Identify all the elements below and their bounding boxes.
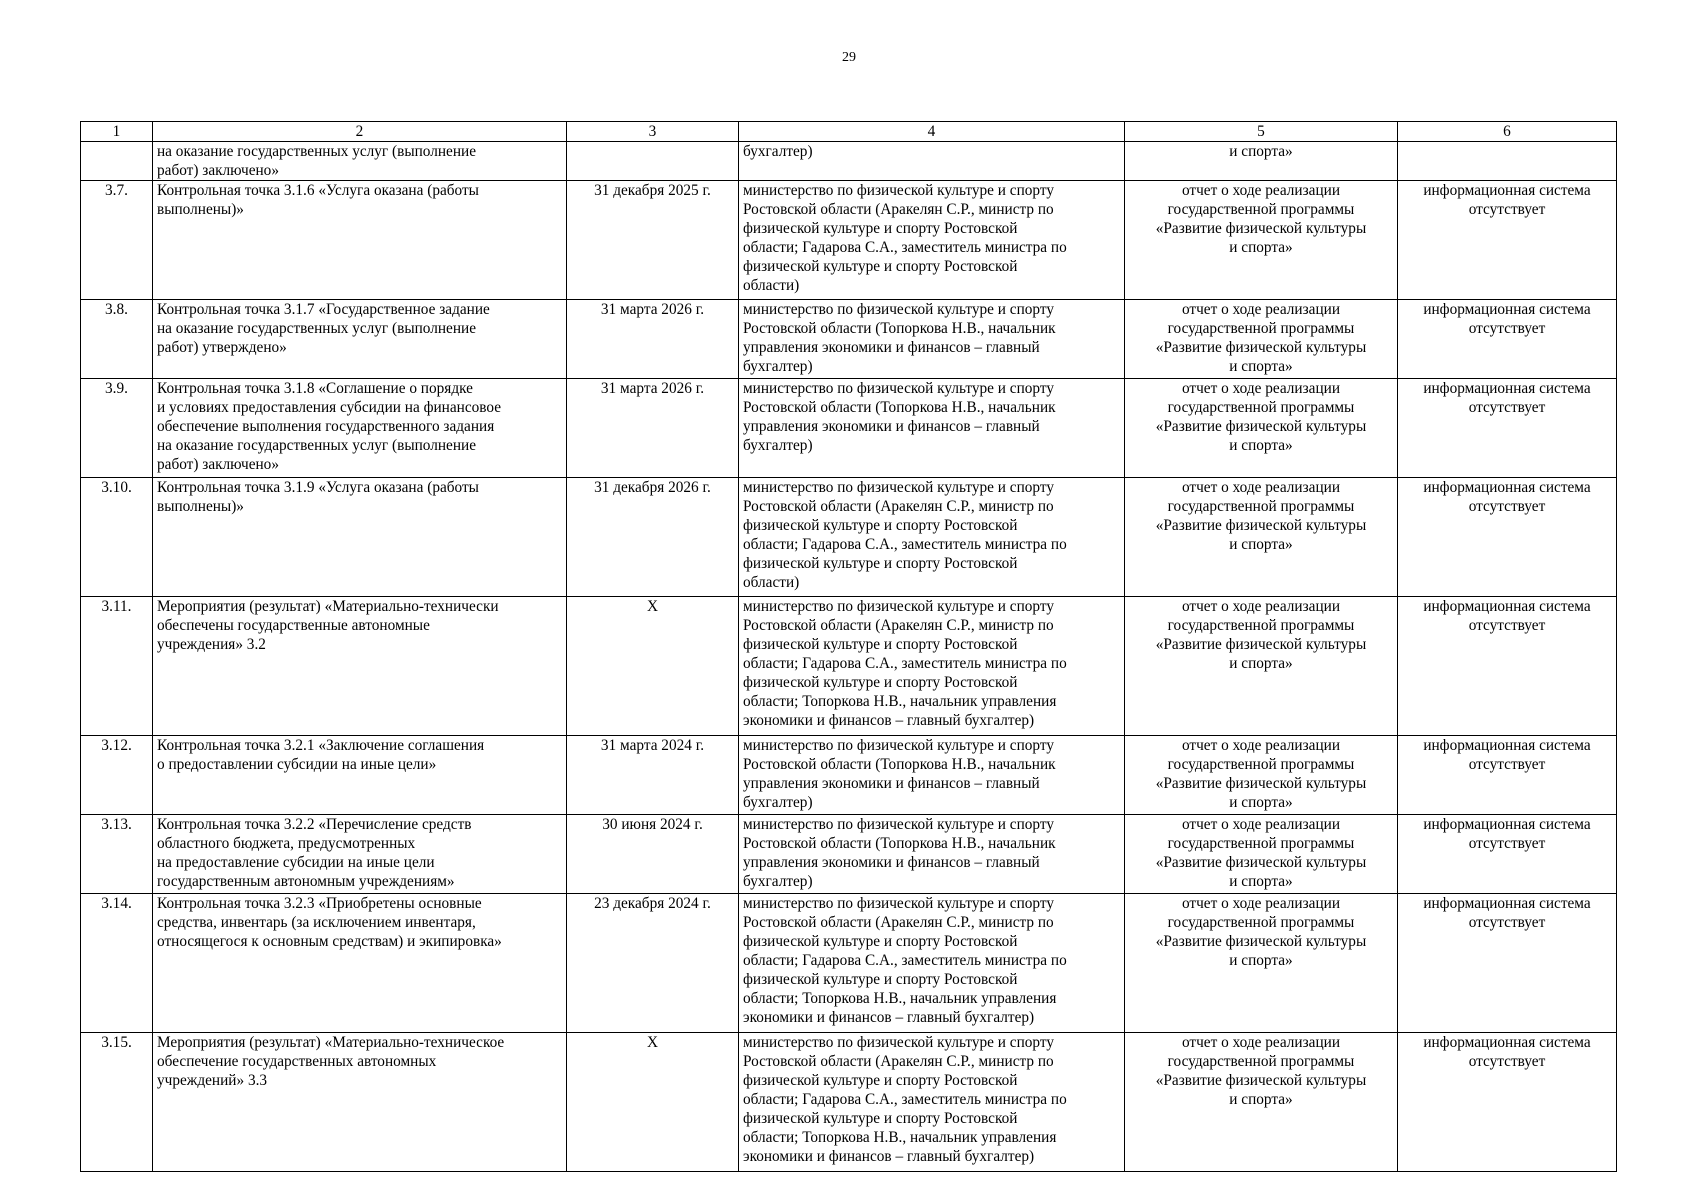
row-document-cell: отчет о ходе реализации государственной программы «Развитие физической культуры и спорта» (1125, 1033, 1398, 1172)
row-number-cell (81, 142, 153, 181)
page-number: 29 (842, 50, 856, 65)
row-responsible-cell: бухгалтер) (739, 142, 1125, 181)
row-system-cell: информационная система отсутствует (1398, 300, 1617, 379)
row-responsible-cell: министерство по физической культуре и спорту Ростовской области (Топоркова Н.В., начальник управления экономики и финансов – главный бухгалтер) (739, 736, 1125, 815)
row-system-cell (1398, 142, 1617, 181)
row-name-cell: Контрольная точка 3.2.3 «Приобретены основные средства, инвентарь (за исключением инвентаря, относящегося к основным средствам) и экипировка» (153, 894, 567, 1033)
row-system-cell: информационная система отсутствует (1398, 894, 1617, 1033)
row-number-cell: 3.12. (81, 736, 153, 815)
header-cell-2: 2 (153, 122, 567, 142)
table-row (81, 815, 1617, 894)
row-date-cell: 30 июня 2024 г. (567, 815, 739, 894)
row-document-cell: отчет о ходе реализации государственной программы «Развитие физической культуры и спорта» (1125, 181, 1398, 300)
row-date-cell: 31 марта 2026 г. (567, 379, 739, 478)
row-responsible-cell: министерство по физической культуре и спорту Ростовской области (Топоркова Н.В., начальник управления экономики и финансов – главный бухгалтер) (739, 815, 1125, 894)
row-document-cell: отчет о ходе реализации государственной программы «Развитие физической культуры и спорта» (1125, 300, 1398, 379)
row-date-cell: Х (567, 1033, 739, 1172)
row-name-cell: на оказание государственных услуг (выполнение работ) заключено» (153, 142, 567, 181)
row-date-cell: Х (567, 597, 739, 736)
row-document-cell: отчет о ходе реализации государственной программы «Развитие физической культуры и спорта» (1125, 736, 1398, 815)
row-name-cell: Контрольная точка 3.1.6 «Услуга оказана (работы выполнены)» (153, 181, 567, 300)
row-document-cell: отчет о ходе реализации государственной программы «Развитие физической культуры и спорта» (1125, 478, 1398, 597)
row-system-cell: информационная система отсутствует (1398, 379, 1617, 478)
row-system-cell: информационная система отсутствует (1398, 815, 1617, 894)
row-responsible-cell: министерство по физической культуре и спорту Ростовской области (Аракелян С.Р., министр по физической культуре и спорту Ростовской области; Гадарова С.А., заместитель министра по физической культуре и спорту Ростовской области; Топоркова Н.В., начальник управления экономики и финансов – главный бухгалтер) (739, 597, 1125, 736)
row-date-cell (567, 142, 739, 181)
header-cell-3: 3 (567, 122, 739, 142)
table-row (81, 1033, 1617, 1172)
row-name-cell: Мероприятия (результат) «Материально-техническое обеспечение государственных автономных учреждений» 3.3 (153, 1033, 567, 1172)
row-date-cell: 31 декабря 2025 г. (567, 181, 739, 300)
row-responsible-cell: министерство по физической культуре и спорту Ростовской области (Аракелян С.Р., министр по физической культуре и спорту Ростовской области; Гадарова С.А., заместитель министра по физической культуре и спорту Ростовской области) (739, 478, 1125, 597)
row-name-cell: Контрольная точка 3.1.8 «Соглашение о порядке и условиях предоставления субсидии на финансовое обеспечение выполнения государственного задания на оказание государственных услуг (выполнение работ) заключено» (153, 379, 567, 478)
header-cell-5: 5 (1125, 122, 1398, 142)
row-system-cell: информационная система отсутствует (1398, 736, 1617, 815)
row-name-cell: Контрольная точка 3.2.2 «Перечисление средств областного бюджета, предусмотренных на предоставление субсидии на иные цели государственным автономным учреждениям» (153, 815, 567, 894)
row-name-cell: Контрольная точка 3.1.7 «Государственное задание на оказание государственных услуг (выполнение работ) утверждено» (153, 300, 567, 379)
row-name-cell: Мероприятия (результат) «Материально-технически обеспечены государственные автономные учреждения» 3.2 (153, 597, 567, 736)
table-row (81, 597, 1617, 736)
row-responsible-cell: министерство по физической культуре и спорту Ростовской области (Топоркова Н.В., начальник управления экономики и финансов – главный бухгалтер) (739, 379, 1125, 478)
row-document-cell: отчет о ходе реализации государственной программы «Развитие физической культуры и спорта» (1125, 894, 1398, 1033)
row-number-cell: 3.7. (81, 181, 153, 300)
row-number-cell: 3.14. (81, 894, 153, 1033)
row-document-cell: отчет о ходе реализации государственной программы «Развитие физической культуры и спорта» (1125, 815, 1398, 894)
table-row (81, 300, 1617, 379)
row-system-cell: информационная система отсутствует (1398, 478, 1617, 597)
table-row (81, 736, 1617, 815)
table-row (81, 181, 1617, 300)
row-responsible-cell: министерство по физической культуре и спорту Ростовской области (Топоркова Н.В., начальник управления экономики и финансов – главный бухгалтер) (739, 300, 1125, 379)
row-number-cell: 3.15. (81, 1033, 153, 1172)
row-number-cell: 3.8. (81, 300, 153, 379)
row-responsible-cell: министерство по физической культуре и спорту Ростовской области (Аракелян С.Р., министр по физической культуре и спорту Ростовской области; Гадарова С.А., заместитель министра по физической культуре и спорту Ростовской области; Топоркова Н.В., начальник управления экономики и финансов – главный бухгалтер) (739, 1033, 1125, 1172)
row-number-cell: 3.9. (81, 379, 153, 478)
table-row (81, 478, 1617, 597)
row-name-cell: Контрольная точка 3.2.1 «Заключение соглашения о предоставлении субсидии на иные цели» (153, 736, 567, 815)
row-name-cell: Контрольная точка 3.1.9 «Услуга оказана (работы выполнены)» (153, 478, 567, 597)
table-row (81, 379, 1617, 478)
row-date-cell: 31 декабря 2026 г. (567, 478, 739, 597)
row-date-cell: 31 марта 2026 г. (567, 300, 739, 379)
row-system-cell: информационная система отсутствует (1398, 181, 1617, 300)
header-row (81, 122, 1617, 142)
row-number-cell: 3.13. (81, 815, 153, 894)
row-date-cell: 23 декабря 2024 г. (567, 894, 739, 1033)
row-number-cell: 3.10. (81, 478, 153, 597)
header-cell-1: 1 (81, 122, 153, 142)
table-row (81, 894, 1617, 1033)
row-date-cell: 31 марта 2024 г. (567, 736, 739, 815)
row-responsible-cell: министерство по физической культуре и спорту Ростовской области (Аракелян С.Р., министр по физической культуре и спорту Ростовской области; Гадарова С.А., заместитель министра по физической культуре и спорту Ростовской области) (739, 181, 1125, 300)
row-document-cell: отчет о ходе реализации государственной программы «Развитие физической культуры и спорта» (1125, 379, 1398, 478)
row-document-cell: отчет о ходе реализации государственной программы «Развитие физической культуры и спорта» (1125, 597, 1398, 736)
row-system-cell: информационная система отсутствует (1398, 1033, 1617, 1172)
table-row (81, 142, 1617, 181)
row-responsible-cell: министерство по физической культуре и спорту Ростовской области (Аракелян С.Р., министр по физической культуре и спорту Ростовской области; Гадарова С.А., заместитель министра по физической культуре и спорту Ростовской области; Топоркова Н.В., начальник управления экономики и финансов – главный бухгалтер) (739, 894, 1125, 1033)
row-number-cell: 3.11. (81, 597, 153, 736)
row-system-cell: информационная система отсутствует (1398, 597, 1617, 736)
header-cell-6: 6 (1398, 122, 1617, 142)
row-document-cell: и спорта» (1125, 142, 1398, 181)
plan-table (80, 121, 1617, 1172)
header-cell-4: 4 (739, 122, 1125, 142)
